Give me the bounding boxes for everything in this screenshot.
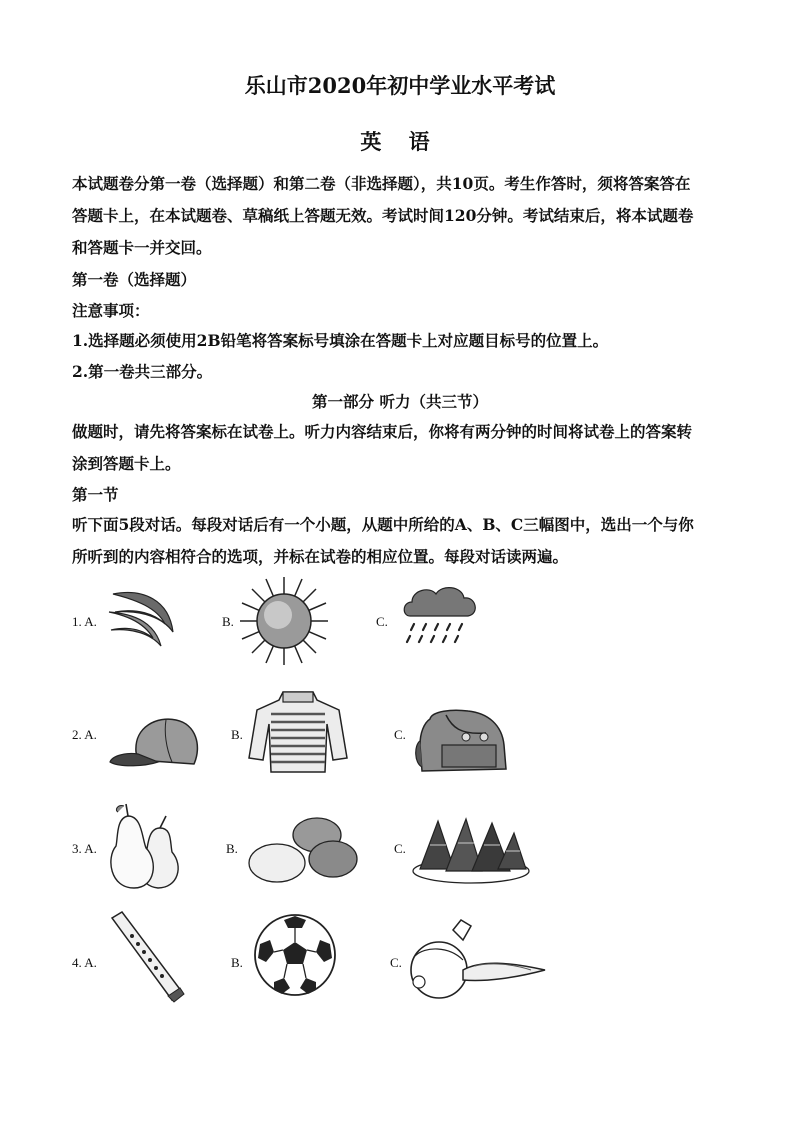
intro-line: 本试题卷分第一卷（选择题）和第二卷（非选择题），共10页。考生作答时，须将答案答在 [72,174,691,193]
wind-icon [103,582,183,652]
backpack-icon [412,705,508,775]
intro-line: 答题卡上，在本试题卷、草稿纸上答题无效。考试时间120分钟。考试结束后，将本试题卷 [72,206,694,225]
ping-pong-paddle-icon [405,916,550,1000]
option-label: B. [231,727,243,742]
option-label: 2. A. [72,727,97,742]
part-instructions: 涂到答题卡上。 [72,454,181,473]
option-label: C. [376,614,388,629]
option-label: C. [394,841,406,856]
subject-title: 英 语 [360,129,440,154]
option-label: 1. A. [72,614,97,629]
eggs-icon [245,815,360,885]
exam-title: 乐山市2020年初中学业水平考试 [244,73,556,98]
option-label: 3. A. [72,841,97,856]
option-label: B. [226,841,238,856]
pears-icon [106,802,186,894]
intro-line: 和答题卡一并交回。 [72,238,212,257]
section-heading: 第一节 [72,485,119,504]
rain-cloud-icon [400,582,482,652]
section-instructions: 所听到的内容相符合的选项，并标在试卷的相应位置。每段对话读两遍。 [72,547,569,566]
note-item: 1.选择题必须使用2B铅笔将答案标号填涂在答题卡上对应题目标号的位置上。 [72,331,609,350]
volume-heading: 第一卷（选择题） [72,270,197,289]
section-instructions: 听下面5段对话。每段对话后有一个小题，从题中所给的A、B、C三幅图中，选出一个与你 [72,515,694,534]
option-label: B. [222,614,234,629]
sweater-icon [247,688,349,776]
sun-icon [238,575,330,667]
note-item: 2.第一卷共三部分。 [72,362,213,381]
option-label: 4. A. [72,955,97,970]
soccer-ball-icon [252,912,338,998]
part-heading: 第一部分 听力（共三节） [312,392,488,411]
flute-icon [106,910,186,1004]
option-label: C. [390,955,402,970]
option-label: B. [231,955,243,970]
cap-icon [106,712,202,772]
notes-heading: 注意事项： [72,301,150,320]
part-instructions: 做题时，请先将答案标在试卷上。听力内容结束后，你将有两分钟的时间将试卷上的答案转 [72,422,693,441]
zongzi-icon [410,815,532,885]
option-label: C. [394,727,406,742]
